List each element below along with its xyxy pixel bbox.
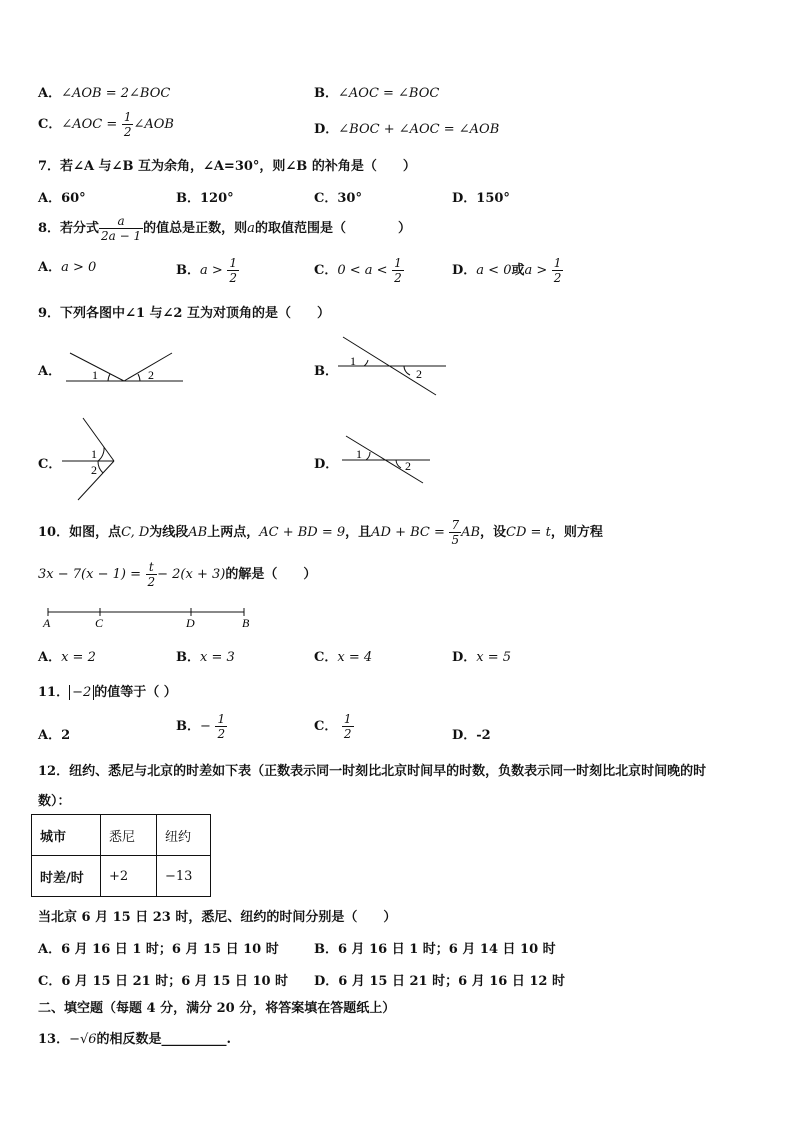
fig-a-angle1: 1 xyxy=(92,368,98,382)
q10-option-a: A．x = 2 xyxy=(38,650,96,665)
q8-stem: 8．若分式 $\frac{a}{2a - 1}$ 的值总是正数，则a的取值范围是（ ） xyxy=(38,214,411,243)
point-d: D xyxy=(186,616,195,630)
q11-option-d: D．-2 xyxy=(452,728,491,743)
fig-d-angle1: 1 xyxy=(356,447,362,461)
q10-option-b: B．x = 3 xyxy=(176,650,235,665)
q11-option-b: B．− $\frac{1}{2}$ xyxy=(176,712,226,741)
q9-label-c: C． xyxy=(38,457,62,472)
q12-stem-line2: 数）： xyxy=(38,794,71,809)
q6-option-c: C．∠AOC = $\frac{1}{2}$ ∠AOB xyxy=(38,110,174,139)
q12-stem-line1: 12．纽约、悉尼与北京的时差如下表（正数表示同一时刻比北京时间早的时数，负数表示同一时刻比北京时间晚的时 xyxy=(38,764,707,779)
q6-option-b: B．∠AOC = ∠BOC xyxy=(314,86,440,101)
q10-option-c: C．x = 4 xyxy=(314,650,373,665)
table-cell: 时差/时 xyxy=(32,856,101,897)
q12-option-d: D．6 月 15 日 21 时；6 月 16 日 12 时 xyxy=(314,974,565,989)
fig-d-angle2: 2 xyxy=(405,459,411,473)
table-cell: +2 xyxy=(101,856,157,897)
timezone-table xyxy=(31,814,211,897)
table-row xyxy=(32,815,211,856)
q10-segment-figure xyxy=(0,600,300,632)
fig-c-angle2: 2 xyxy=(91,463,97,477)
point-b: B xyxy=(242,616,250,630)
q11-option-c: C． $\frac{1}{2}$ xyxy=(314,712,352,741)
point-c: C xyxy=(95,616,104,630)
table-cell: −13 xyxy=(157,856,211,897)
q10-option-d: D．x = 5 xyxy=(452,650,512,665)
q9-label-a: A． xyxy=(38,364,62,379)
table-cell: 纽约 xyxy=(157,815,211,856)
q12-option-b: B．6 月 16 日 1 时；6 月 14 日 10 时 xyxy=(314,942,556,957)
q6-option-a: A．∠AOB = 2∠BOC xyxy=(38,86,171,101)
q12-question: 当北京 6 月 15 日 23 时，悉尼、纽约的时间分别是（ ） xyxy=(38,910,397,925)
q8-option-b: B．a > $\frac{1}{2}$ xyxy=(176,256,237,285)
q12-option-a: A．6 月 16 日 1 时；6 月 15 日 10 时 xyxy=(38,942,279,957)
q6-option-d: D．∠BOC + ∠AOC = ∠AOB xyxy=(314,122,500,137)
q7-option-a: A．60° xyxy=(38,191,86,206)
fig-a-angle2: 2 xyxy=(148,368,154,382)
table-cell: 悉尼 xyxy=(101,815,157,856)
q13-stem: 13．−√6的相反数是__________. xyxy=(38,1032,232,1047)
q7-option-c: C．30° xyxy=(314,191,362,206)
q8-option-c: C．0 < a < $\frac{1}{2}$ xyxy=(314,256,402,285)
q12-option-c: C．6 月 15 日 21 时；6 月 15 日 10 时 xyxy=(38,974,289,989)
table-row xyxy=(32,856,211,897)
q11-stem: 11． −2 的值等于（ ） xyxy=(38,685,177,700)
table-cell: 城市 xyxy=(32,815,101,856)
figure-c xyxy=(62,418,114,500)
q9-figures xyxy=(0,0,794,520)
fig-c-angle1: 1 xyxy=(91,447,97,461)
q9-label-b: B． xyxy=(314,364,338,379)
q8-option-a: A．a > 0 xyxy=(38,260,97,275)
point-a: A xyxy=(43,616,51,630)
q10-stem-line1: 10．如图，点C, D为线段AB上两点，AC + BD = 9，且AD + BC = $\frac{7}{5}$ AB，设CD = t，则方程 xyxy=(38,518,603,547)
fig-b-angle2: 2 xyxy=(416,367,422,381)
q9-label-d: D． xyxy=(314,457,339,472)
q10-stem-line2: 3x − 7(x − 1) = $\frac{t}{2}$ − 2(x + 3)的解是（ ） xyxy=(38,560,317,589)
q9-stem: 9．下列各图中∠1 与∠2 互为对顶角的是（ ） xyxy=(38,306,330,321)
q7-option-d: D．150° xyxy=(452,191,510,206)
q11-option-a: A．2 xyxy=(38,728,71,743)
fig-b-angle1: 1 xyxy=(350,354,356,368)
figure-a xyxy=(66,353,183,381)
q7-stem: 7．若∠A 与∠B 互为余角，∠A=30°，则∠B 的补角是（ ） xyxy=(38,159,416,174)
q7-option-b: B．120° xyxy=(176,191,234,206)
section-heading: 二、填空题（每题 4 分，满分 20 分，将答案填在答题纸上） xyxy=(38,1001,396,1016)
q8-option-d: D．a < 0或a > $\frac{1}{2}$ xyxy=(452,256,562,285)
